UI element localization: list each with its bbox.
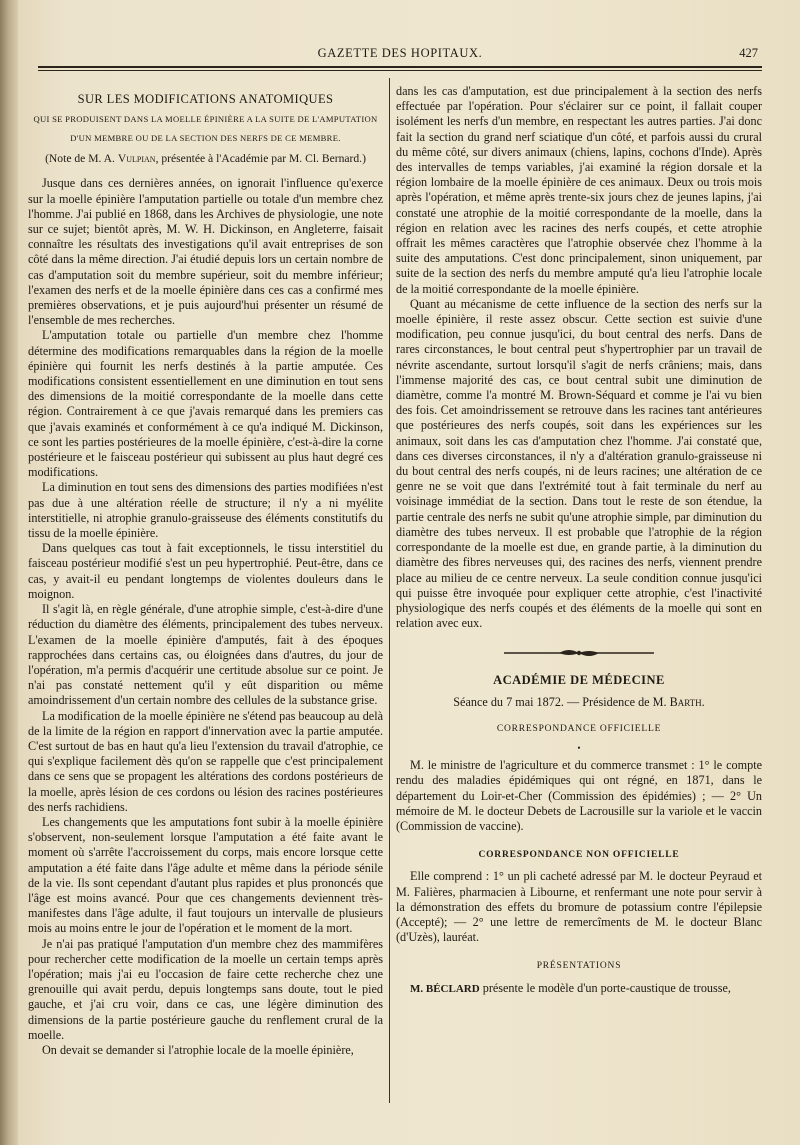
article-subtitle-1: QUI SE PRODUISENT DANS LA MOELLE ÉPINIÈRE A LA SUITE DE L'AMPUTATION bbox=[33, 114, 378, 125]
seance-president: Barth bbox=[669, 694, 702, 709]
decorative-rule-ornament bbox=[504, 647, 654, 659]
paragraph: Jusque dans ces dernières années, on ignorait l'influence qu'exerce sur la moelle épinière l'amputation partielle ou totale d'un membre chez l'homme. J'ai publié en 1868, dans les Archives de physiologie, une note sur ce sujet; bientôt après, M. W. H. Dickinson, en Angleterre, faisait connaître les résultats des investigations qu'il avait entreprises de son côté dans la même direction. J'ai étudié depuis lors un certain nombre de cas d'amputation soit du membre supérieur, soit du membre inférieur; l'examen des nerfs et de la moelle épinière dans ces cas a confirmé mes premières observations, et je puis aujourd'hui présenter un résumé de l'ensemble de mes recherches. bbox=[28, 176, 383, 328]
paragraph: Il s'agit là, en règle générale, d'une atrophie simple, c'est-à-dire d'une réduction du diamètre des éléments, principalement des tubes nerveux. L'examen de la moelle épinière d'amputés, fait à des époques rapprochées dans certains cas, ou éloignées dans d'autres, du jour de l'opération, m'a permis d'acquérir une certitude absolue sur ce point. Je n'ai pas constaté nettement qu'il y eût disparition ou même amoindrissement d'un certain nombre des cellules de la substance grise. bbox=[28, 602, 383, 708]
page-header bbox=[40, 40, 760, 66]
note-suffix: , présentée à l'Académie par M. Cl. Bernard.) bbox=[155, 152, 366, 166]
page-number: 427 bbox=[739, 46, 758, 60]
presentations-heading: PRÉSENTATIONS bbox=[536, 961, 622, 972]
column-divider bbox=[389, 78, 390, 1103]
correspondance-officielle-heading: CORRESPONDANCE OFFICIELLE bbox=[496, 723, 662, 734]
presenter-name: M. BÉCLARD bbox=[410, 982, 480, 995]
paragraph: On devait se demander si l'atrophie locale de la moelle épinière, bbox=[42, 1042, 354, 1057]
paragraph: Quant au mécanisme de cette influence de la section des nerfs sur la moelle épinière, il reste assez obscur. Cette section est suivie d'une modification, peu connue jusqu'ici, du bout central des nerfs. Dans de rares circonstances, le bout central peut s'hypertrophier par un travail de névrite ascendante, surtout lorsqu'il s'agit de nerfs crâniens; mais, dans l'immense majorité des cas, ce bout central subit une diminution de diamètre, comme l'a montré M. Brown-Séquard et comme je l'ai vu bien des fois. Cet amoindrissement se retrouve dans les racines tant antérieures que postérieures des nerfs coupés, soit dans les expériences sur les animaux, soit dans les cas d'amputation chez l'homme. J'ai constaté que, dans ces diverses circonstances, il n'y a d'altération granulo-graisseuse ni du bout central des nerfs coupés, ni de leurs racines; une altération de ce genre ne se voit que dans l'extrémité tout à fait terminale du nerf au voisinage immédiat de la section. Dans tout le reste de son étendue, la partie centrale des nerfs ne subit qu'une atrophie simple, par diminution du diamètre des tubes nerveux. Il est probable que l'atrophie de la région correspondante de la moelle est due, en grande partie, à la diminution du diamètre des fibres nerveuses qui, des racines des nerfs, viennent prendre place au milieu de ce centre nerveux. La seule condition connue jusqu'ici qui puisse être invoquée pour expliquer cette atrophie, c'est l'inactivité physiologique des nerfs coupés et des éléments de la moelle qui sont en relation avec eux. bbox=[396, 296, 762, 631]
right-column bbox=[396, 84, 762, 997]
paragraph: dans les cas d'amputation, est due principalement à la section des nerfs effectuée par l'opération. Pour s'éclairer sur ce point, il fallait couper isolément les nerfs d'un membre, en respectant les autres parties. J'ai donc fait la section du grand nerf sciatique d'un côté, et parfois aussi du crural du même côté, sur divers animaux (chiens, lapins, cochons d'Inde). Après des intervalles de temps variables, j'ai examiné la région dorsale et la région lombaire de la moelle épinière de ces animaux. Deux ou trois mois après l'opération, et même après trente-six jours chez de jeunes lapins, j'ai constaté une atrophie de la moitié correspondante de la moelle, dans la région en relation avec les racines des nerfs coupés, et cette atrophie offrait les mêmes caractères que l'atrophie observée chez l'homme à la suite des amputations. C'est donc principalement, sinon uniquement, par suite de la section des nerfs du membre amputé qu'a lieu l'atrophie locale de la moitié correspondante de la moelle épinière. bbox=[396, 84, 762, 296]
separator-dot: • bbox=[577, 742, 581, 753]
correspondance-officielle-text: M. le ministre de l'agriculture et du commerce transmet : 1° le compte rendu des maladies épidémiques qui ont régné, en 1871, dans le département du Loir-et-Cher (Commission des épidémies) ; — 2° Un mémoire de M. le docteur Debets de Lacrousille sur la variole et le vaccin (Commission de vaccine). bbox=[396, 758, 762, 833]
correspondance-non-officielle-heading: CORRESPONDANCE NON OFFICIELLE bbox=[478, 850, 680, 861]
note-author: Vulpian bbox=[117, 152, 156, 166]
article-title: SUR LES MODIFICATIONS ANATOMIQUES bbox=[77, 92, 334, 106]
note-prefix: (Note de M. A. bbox=[45, 152, 118, 166]
seance-line bbox=[396, 695, 762, 710]
article-note bbox=[28, 151, 383, 166]
binding-gutter bbox=[0, 0, 18, 1145]
seance-prefix: Séance du 7 mai 1872. — Présidence de M. bbox=[453, 694, 670, 709]
seance-suffix: . bbox=[701, 694, 705, 709]
paragraph: Je n'ai pas pratiqué l'amputation d'un membre chez des mammifères pour rechercher cette modification de la moelle un certain temps après l'opération; mais j'ai eu l'occasion de faire cette recherche chez une grenouille qui avait perdu, depuis longtemps sans doute, tout le pied gauche, et j'ai cru voir, dans ce cas, une légère diminution des dimensions de la partie postérieure gauche du renflement crural de la moelle. bbox=[28, 936, 383, 1042]
paragraph: Dans quelques cas tout à fait exceptionnels, le tissu interstitiel du faisceau postérieur modifié s'est un peu hypertrophié. Peut-être, dans ce cas, y avait-il eu pendant longtemps de violentes douleurs dans le moignon. bbox=[28, 541, 383, 601]
article-subtitle-2: D'UN MEMBRE OU DE LA SECTION DES NERFS DE CE MEMBRE. bbox=[70, 133, 341, 144]
header-rule bbox=[38, 66, 762, 71]
left-column bbox=[28, 84, 383, 1058]
paragraph: La diminution en tout sens des dimensions des parties modifiées n'est pas due à une altération réelle de structure; il n'y a ni myélite interstitielle, ni atrophie granulo-graisseuse des éléments constitutifs du tissu de la moelle épinière. bbox=[28, 480, 383, 541]
correspondance-non-officielle-text: Elle comprend : 1° un pli cacheté adressé par M. le docteur Peyraud et M. Falières, pharmacien à Libourne, et renfermant une note pour servir à la démonstration des effets du bromure de potassium contre l'épilepsie (Accepté); — 2° une lettre de remercîments de M. le docteur Blanc (d'Uzès), lauréat. bbox=[396, 869, 762, 945]
paragraph: L'amputation totale ou partielle d'un membre chez l'homme détermine des modifications remarquables dans la région de la moelle épinière qui fournit les nerfs destinés à la partie amputée. Ces modifications consistent essentiellement en une diminution en tout sens des dimensions de la moitié correspondante de la moelle dans cette région. Contrairement à ce que j'avais remarqué dans les premiers cas que j'avais examinés et conformément à ce qu'a indiqué M. Dickinson, ce sont les parties postérieures de la moelle épinière, c'est-à-dire la corne postérieure et le faisceau postérieur qui subissent au plus haut degré ces modifications. bbox=[28, 328, 383, 480]
paragraph: Les changements que les amputations font subir à la moelle épinière s'observent, non-seulement lorsque l'amputation a été faite avant le moment où s'arrête l'accroissement du corps, mais encore lorsque cette amputation a été faite dans l'âge adulte et même dans la période sénile de la vie. Ils sont cependant d'autant plus rapides et plus prononcés que l'âge est moins avancé. Pour que ces changements deviennent très-manifestes dans l'âge adulte, il faut toujours un intervalle de plusieurs mois au moins entre le jour de l'opération et le moment de la mort. bbox=[28, 814, 383, 936]
journal-title: GAZETTE DES HOPITAUX. bbox=[317, 46, 483, 60]
academie-title: ACADÉMIE DE MÉDECINE bbox=[493, 673, 665, 688]
presentations-text bbox=[396, 981, 762, 997]
presentation-content: présente le modèle d'un porte-caustique de trousse, bbox=[479, 980, 731, 995]
paragraph: La modification de la moelle épinière ne s'étend pas beaucoup au delà de la limite de la région en rapport d'innervation avec la partie amputée. C'est surtout de bas en haut qu'a lieu l'extension du travail d'atrophie, ce qui s'explique facilement dès qu'on se rappelle que c'est principalement dans ce sens que se propagent les altérations des cordons postérieurs de la moelle, après lésion de ces cordons ou lésion des racines postérieures des nerfs rachidiens. bbox=[28, 708, 383, 814]
